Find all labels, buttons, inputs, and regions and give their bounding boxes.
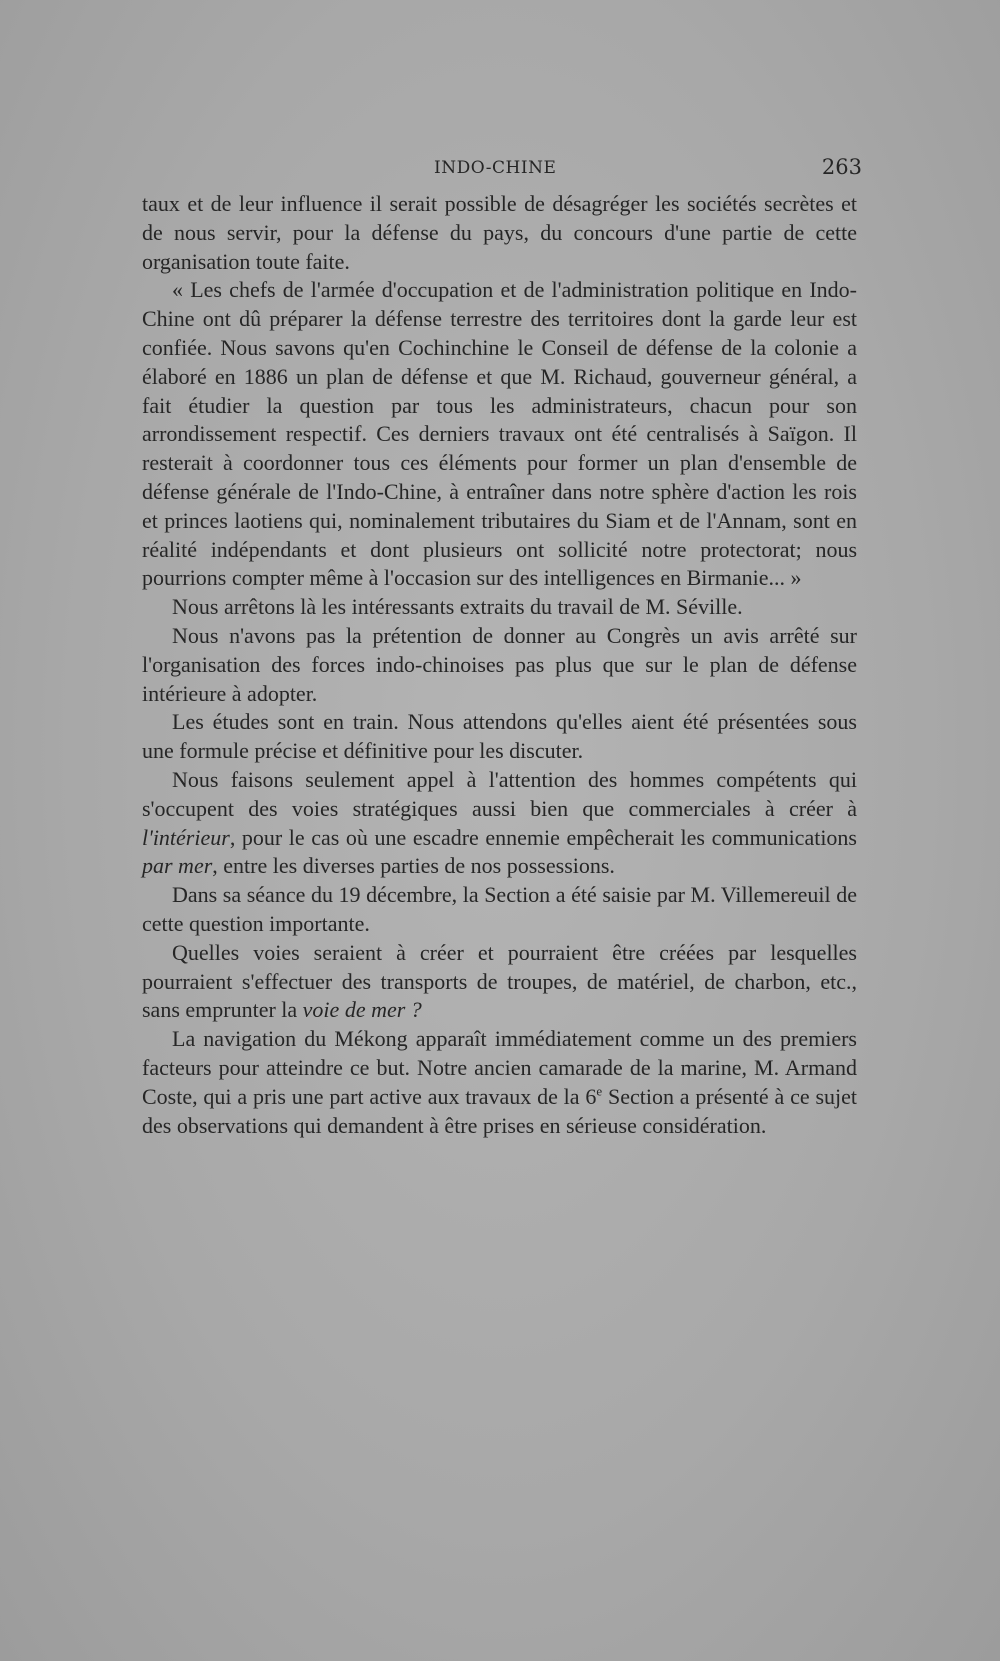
running-title: INDO-CHINE: [434, 158, 557, 178]
paragraph-appeal: [142, 766, 857, 881]
question-italic-voie-de-mer: voie de mer ?: [302, 997, 422, 1023]
paragraph-studies: Les études sont en train. Nous attendons qu'elles aient été présentées sous une formule précise et définitive pour les discuter.: [142, 709, 857, 764]
mekong-text-end: Section a présenté à ce sujet des observations qui demandent à être prises en sérieuse considération.: [142, 1083, 857, 1138]
appeal-text-start: Nous faisons seulement appel à l'attention des hommes compétents qui s'occupent des voies stratégiques aussi bien que commerciales à créer à: [142, 766, 857, 821]
mekong-text-start: La navigation du Mékong apparaît immédiatement comme un des premiers facteurs pour atteindre ce but. Notre ancien camarade de la marine, M. Armand Coste, qui a pris une part active aux travaux de la 6: [142, 1026, 857, 1109]
paragraph-continuation: taux et de leur influence il serait possible de désagréger les sociétés secrètes et de nous servir, pour la défense du pays, du concours d'une partie de cette organisation toute faite.: [142, 191, 857, 274]
paragraph-no-pretension: Nous n'avons pas la prétention de donner au Congrès un avis arrêté sur l'organisation des forces indo-chinoises pas plus que sur le plan de défense intérieure à adopter.: [142, 622, 857, 706]
paragraph-end-of-extracts: Nous arrêtons là les intéressants extraits du travail de M. Séville.: [172, 594, 743, 620]
appeal-text-middle: , pour le cas où une escadre ennemie empêcherait les communications: [229, 824, 857, 850]
paragraph-seance: Dans sa séance du 19 décembre, la Section a été saisie par M. Villemereuil de cette question importante.: [142, 882, 857, 936]
paragraph-question: [142, 939, 857, 1025]
appeal-text-end: , entre les diverses parties de nos possessions.: [212, 853, 615, 879]
paragraph-mekong: [142, 1025, 857, 1140]
running-head: [142, 155, 862, 182]
paragraph-quotation: « Les chefs de l'armée d'occupation et de l'administration politique en Indo-Chine ont dû préparer la défense terrestre des territoires dont la garde leur est confiée. Nous savons qu'en Cochinchine le Conseil de défense de la colonie a élaboré en 1886 un plan de défense et que M. Richaud, gouverneur général, a fait étudier la question par tous les administrateurs, chacun pour son arrondissement respectif. Ces derniers travaux ont été centralisés à Saïgon. Il resterait à coordonner tous ces éléments pour former un plan d'ensemble de défense générale de l'Indo-Chine, à entraîner dans notre sphère d'action les rois et princes laotiens qui, nominalement tributaires du Siam et de l'Annam, sont en réalité indépendants et dont plusieurs ont sollicité notre protectorat; nous pourrions compter même à l'occasion sur des intelligences en Birmanie... »: [142, 277, 857, 591]
body-text: [142, 190, 857, 1140]
appeal-italic-interieur: l'intérieur: [142, 824, 230, 850]
ordinal-superscript: e: [596, 1083, 603, 1099]
appeal-italic-par-mer: par mer: [142, 853, 213, 879]
question-text: Quelles voies seraient à créer et pourraient être créées par lesquelles pourraient s'effectuer des transports de troupes, de matériel, de charbon, etc., sans emprunter la: [142, 939, 857, 1023]
page-number: 263: [821, 155, 862, 179]
